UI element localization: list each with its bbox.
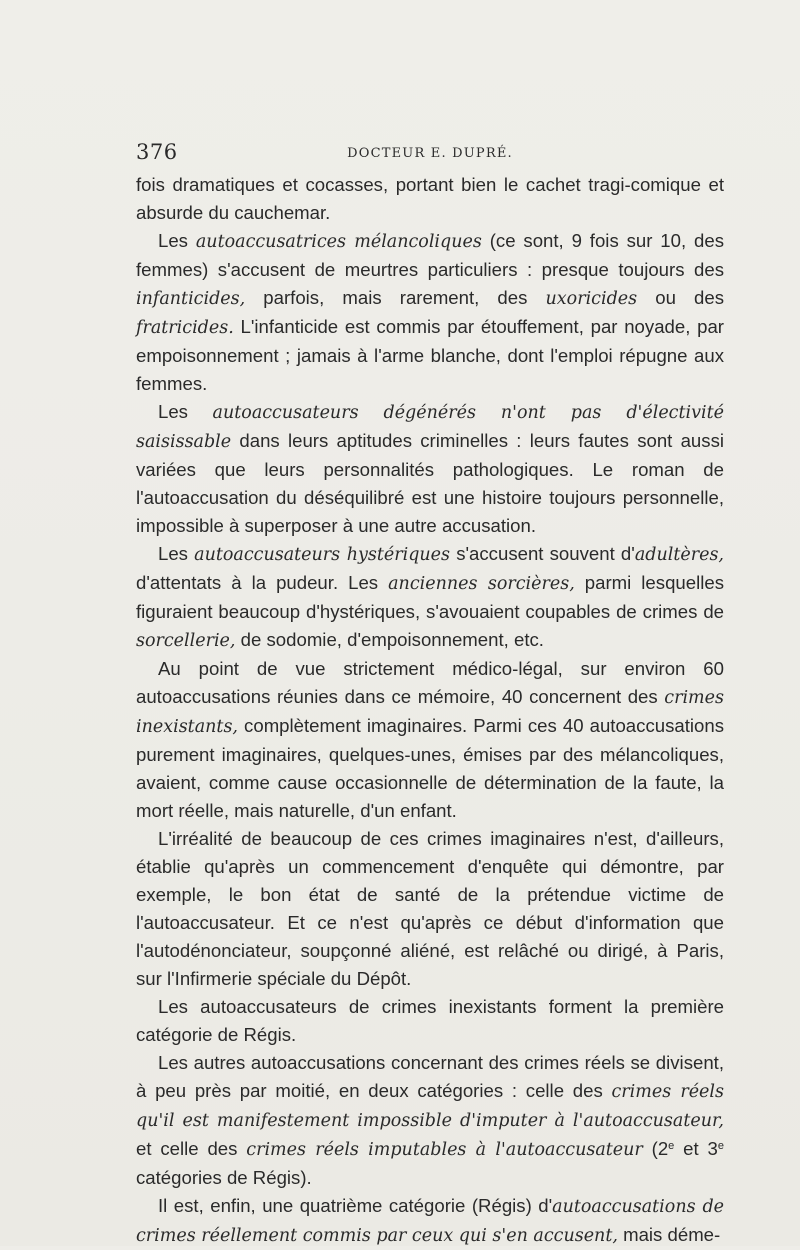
- text-run: et celle des: [136, 1138, 247, 1159]
- text-run: d'attentats à la pudeur. Les: [136, 572, 389, 593]
- italic-term: fratricides.: [136, 318, 234, 338]
- italic-term: anciennes sorcières,: [388, 574, 575, 594]
- italic-term: crimes réels imputables à l'autoaccusateur: [246, 1140, 643, 1160]
- text-run: Les: [158, 230, 196, 251]
- paragraph: [136, 227, 724, 398]
- paragraph: [136, 540, 724, 655]
- text-run: Les autres autoaccusations concernant des crimes réels se divisent, à peu près par moitié, en deux catégories : celle des: [136, 1052, 724, 1101]
- text-run: Les autoaccusateurs de crimes inexistants forment la première catégorie de Régis.: [136, 996, 724, 1045]
- text-run: et 3: [674, 1138, 718, 1159]
- text-run: de sodomie, d'empoisonnement, etc.: [235, 629, 544, 650]
- superscript: e: [717, 1140, 724, 1152]
- paragraph: [136, 655, 724, 825]
- italic-term: crimes inexistants,: [136, 688, 724, 737]
- text-run: dans leurs aptitudes criminelles : leurs fautes sont aussi variées que leurs personnalités pathologiques. Le roman de l'autoaccusation du déséquilibré est une histoire toujours personnelle, impossible à superposer à une autre accusation.: [136, 430, 724, 536]
- text-run: (2: [642, 1138, 669, 1159]
- text-run: L'infanticide est commis par étouffement, par noyade, par empoisonnement ; jamais à l'arme blanche, dont l'emploi répugne aux femmes.: [136, 316, 724, 394]
- text-run: Il est, enfin, une quatrième catégorie (Régis) d': [158, 1195, 553, 1216]
- text-run: L'irréalité de beaucoup de ces crimes imaginaires n'est, d'ailleurs, établie qu'après un commencement d'enquête qui démontre, par exemple, le bon état de santé de la prétendue victime de l'autoaccusateur. Et ce n'est qu'après ce début d'information que l'autodénonciateur, soupçonné aliéné, est relâché ou dirigé, à Paris, sur l'Infirmerie spéciale du Dépôt.: [136, 828, 724, 989]
- page-number: 376: [136, 140, 178, 164]
- page-header: [136, 140, 724, 170]
- superscript: e: [668, 1140, 675, 1152]
- body-text: [136, 171, 724, 1250]
- text-run: parmi lesquelles figuraient beaucoup d'hystériques, s'avouaient coupables de crimes de: [136, 572, 724, 622]
- italic-term: uxoricides: [545, 289, 638, 309]
- text-run: (ce sont, 9 fois sur 10, des femmes) s'accusent de meurtres particuliers : presque toujours des: [136, 230, 724, 280]
- italic-term: autoaccusateurs dégénérés n'ont pas d'électivité saisissable: [136, 403, 724, 452]
- text-run: s'accusent souvent d': [450, 543, 635, 564]
- italic-term: crimes réels qu'il est manifestement impossible d'imputer à l'autoaccusateur,: [136, 1082, 724, 1131]
- italic-term: autoaccusateurs hystériques: [194, 545, 451, 565]
- running-head: DOCTEUR E. DUPRÉ.: [347, 146, 513, 161]
- paragraph: [136, 993, 724, 1049]
- text-run: Les: [158, 543, 195, 564]
- paragraph: [136, 1049, 724, 1192]
- text-run: fois dramatiques et cocasses, portant bien le cachet tragi-comique et absurde du cauchemar.: [136, 174, 724, 223]
- paragraph: [136, 825, 724, 993]
- paragraph: [136, 1192, 724, 1250]
- italic-term: adultères,: [634, 545, 724, 565]
- text-run: ou des: [637, 287, 724, 308]
- text-run: mais déme-: [617, 1224, 721, 1245]
- text-run: Les: [158, 401, 213, 422]
- italic-term: autoaccusations de crimes réellement commis par ceux qui s'en accusent,: [136, 1197, 725, 1246]
- text-run: catégories de Régis).: [136, 1167, 312, 1188]
- text-run: Au point de vue strictement médico-légal, sur environ 60 autoaccusations réunies dans ce mémoire, 40 concernent des: [136, 658, 724, 707]
- text-run: complètement imaginaires. Parmi ces 40 autoaccusations purement imaginaires, quelques-unes, émises par des mélancoliques, avaient, comme cause occasionnelle de détermination de la faute, la mort réelle, mais naturelle, d'un enfant.: [136, 715, 724, 821]
- paragraph: [136, 398, 724, 540]
- paragraph: [136, 171, 724, 227]
- italic-term: autoaccusatrices mélancoliques: [195, 232, 482, 252]
- italic-term: sorcellerie,: [136, 631, 236, 651]
- text-run: parfois, mais rarement, des: [245, 287, 546, 308]
- italic-term: infanticides,: [136, 289, 246, 309]
